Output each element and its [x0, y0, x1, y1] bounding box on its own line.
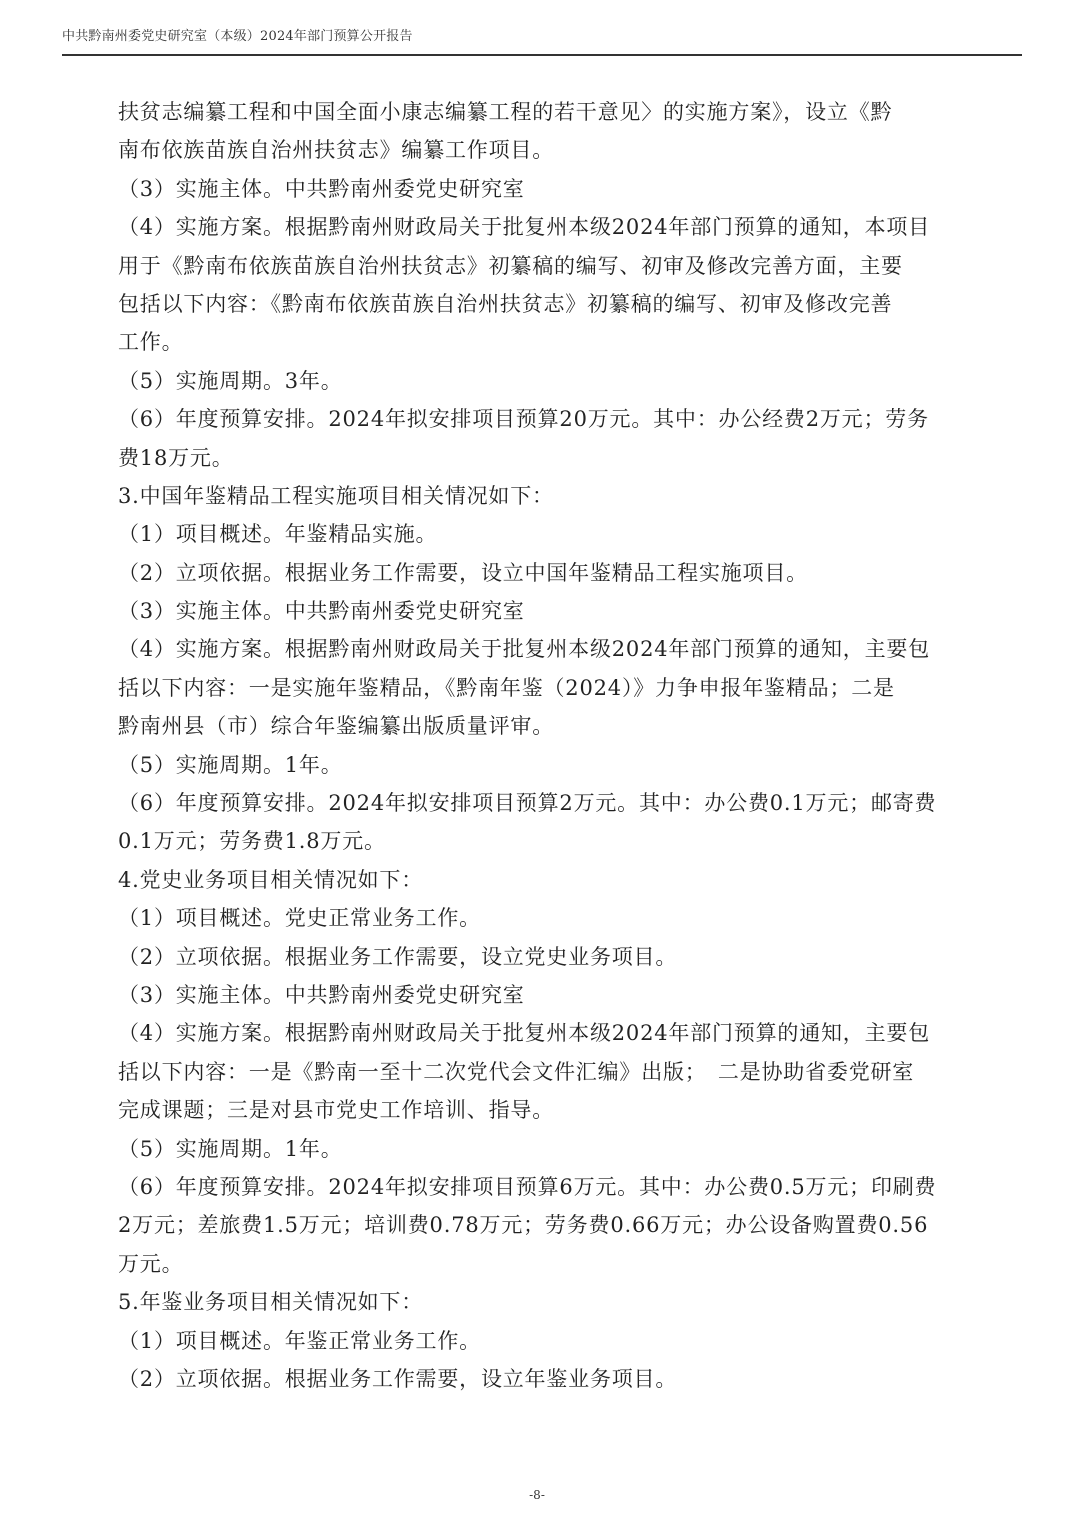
body-line: 万元。 [118, 1251, 184, 1276]
body-line: 完成课题；三是对县市党史工作培训、指导。 [118, 1098, 554, 1123]
body-line: （1）项目概述。年鉴精品实施。 [118, 522, 438, 547]
body-line: （4）实施方案。根据黔南州财政局关于批复州本级2024年部门预算的通知，主要包 [118, 637, 931, 662]
running-header: 中共黔南州委党史研究室（本级）2024年部门预算公开报告 [62, 29, 413, 44]
body-line: 工作。 [118, 330, 184, 355]
body-line: 费18万元。 [118, 445, 234, 470]
body-line: （2）立项依据。根据业务工作需要，设立党史业务项目。 [118, 944, 678, 969]
body-line: （1）项目概述。年鉴正常业务工作。 [118, 1328, 481, 1353]
body-line: （4）实施方案。根据黔南州财政局关于批复州本级2024年部门预算的通知，本项目 [118, 215, 931, 240]
body-line: （2）立项依据。根据业务工作需要，设立中国年鉴精品工程实施项目。 [118, 560, 808, 585]
body-line: （2）立项依据。根据业务工作需要，设立年鉴业务项目。 [118, 1366, 678, 1391]
body-line: （5）实施周期。1年。 [118, 1136, 343, 1161]
header-divider [62, 54, 1022, 56]
body-line: （6）年度预算安排。2024年拟安排项目预算20万元。其中：办公经费2万元；劳务 [118, 407, 929, 432]
body-line: （5）实施周期。1年。 [118, 752, 343, 777]
body-text [118, 93, 958, 1398]
body-line: （5）实施周期。3年。 [118, 368, 343, 393]
section-heading: 3.中国年鉴精品工程实施项目相关情况如下： [118, 483, 554, 508]
body-line: 扶贫志编纂工程和中国全面小康志编纂工程的若干意见〉的实施方案》，设立《黔 [118, 100, 893, 124]
body-line: （6）年度预算安排。2024年拟安排项目预算2万元。其中：办公费0.1万元；邮寄费 [118, 791, 937, 816]
page-number: -8- [529, 1488, 545, 1502]
body-line: 黔南州县（市）综合年鉴编纂出版质量评审。 [118, 714, 554, 739]
body-line: （3）实施主体。中共黔南州委党史研究室 [118, 599, 525, 624]
body-line: （1）项目概述。党史正常业务工作。 [118, 906, 481, 931]
body-line: 包括以下内容：《黔南布依族苗族自治州扶贫志》初纂稿的编写、初审及修改完善 [118, 291, 893, 316]
body-line: （4）实施方案。根据黔南州财政局关于批复州本级2024年部门预算的通知，主要包 [118, 1021, 931, 1046]
body-line: （3）实施主体。中共黔南州委党史研究室 [118, 982, 525, 1007]
body-line: 括以下内容：一是《黔南一至十二次党代会文件汇编》出版； 二是协助省委党研室 [118, 1059, 915, 1084]
section-heading: 5.年鉴业务项目相关情况如下： [118, 1290, 424, 1315]
body-line: 0.1万元；劳务费1.8万元。 [118, 829, 386, 854]
body-line: 用于《黔南布依族苗族自治州扶贫志》初纂稿的编写、初审及修改完善方面，主要 [118, 253, 903, 278]
body-line: 括以下内容：一是实施年鉴精品，《黔南年鉴（2024）》力争申报年鉴精品；二是 [118, 675, 895, 700]
body-line: 南布依族苗族自治州扶贫志》编纂工作项目。 [118, 138, 554, 163]
body-line: （3）实施主体。中共黔南州委党史研究室 [118, 176, 525, 201]
section-heading: 4.党史业务项目相关情况如下： [118, 867, 424, 892]
body-line: （6）年度预算安排。2024年拟安排项目预算6万元。其中：办公费0.5万元；印刷费 [118, 1174, 937, 1199]
body-line: 2万元；差旅费1.5万元；培训费0.78万元；劳务费0.66万元；办公设备购置费0.56 [118, 1213, 929, 1238]
